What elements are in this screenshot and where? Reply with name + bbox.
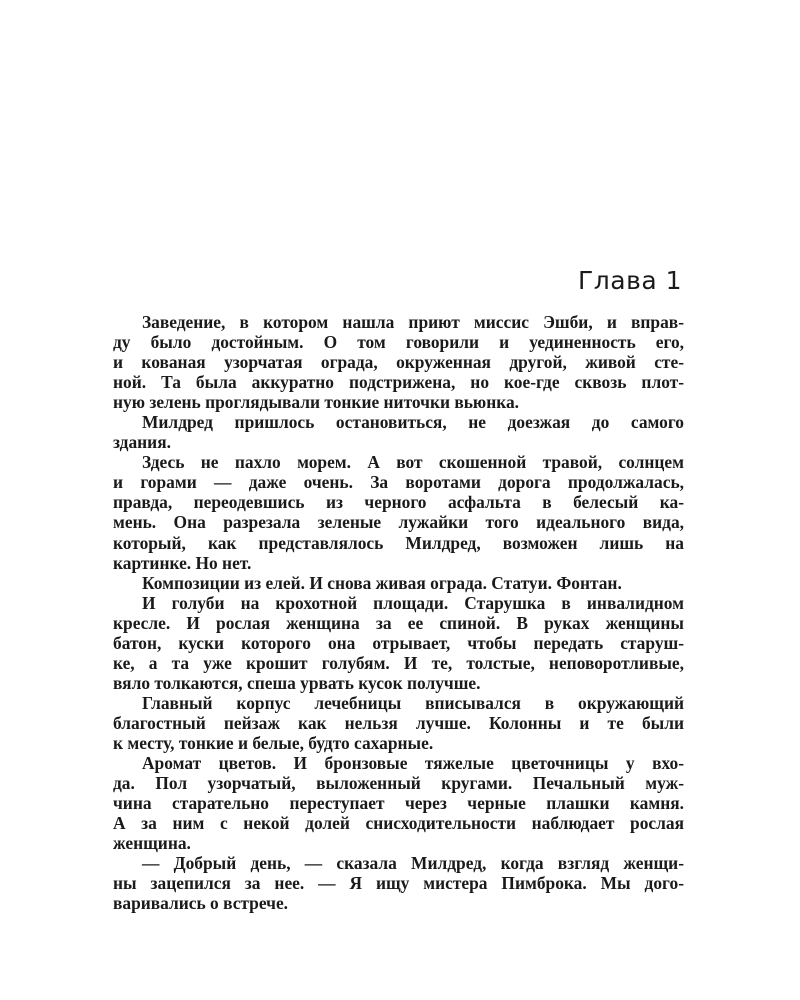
- text-line: вяло толкаются, спеша урвать кусок получше.: [113, 672, 481, 693]
- paragraph: [113, 853, 684, 913]
- text-line: и кованая узорчатая ограда, окруженная другой, живой сте-: [113, 352, 684, 373]
- chapter-title: Глава 1: [578, 266, 682, 295]
- paragraph: [113, 753, 684, 853]
- text-line: — Добрый день, — сказала Милдред, когда взгляд женщи-: [142, 853, 684, 874]
- paragraph: [113, 693, 684, 753]
- paragraph: [113, 312, 684, 412]
- paragraph: [113, 573, 684, 593]
- text-line: Заведение, в котором нашла приют миссис Эшби, и вправ-: [142, 312, 684, 332]
- paragraph: [113, 593, 684, 693]
- chapter-body: [113, 312, 684, 913]
- text-line: здания.: [113, 432, 171, 453]
- text-line: А за ним с некой долей снисходительности наблюдает рослая: [113, 813, 684, 834]
- text-line: который, как представлялось Милдред, возможен лишь на: [113, 532, 684, 553]
- text-line: кресле. И рослая женщина за ее спиной. В руках женщины: [113, 612, 684, 633]
- text-line: женщина.: [113, 833, 191, 854]
- text-line: и горами — даже очень. За воротами дорога продолжалась,: [113, 472, 684, 493]
- text-line: ную зелень проглядывали тонкие ниточки вьюнка.: [113, 392, 520, 413]
- text-line: да. Пол узорчатый, выложенный кругами. Печальный муж-: [113, 773, 684, 794]
- text-line: Аромат цветов. И бронзовые тяжелые цветочницы у вхо-: [142, 753, 684, 774]
- text-line: ду было достойным. О том говорили и уединенность его,: [113, 332, 684, 353]
- text-line: батон, куски которого она отрывает, чтобы передать старуш-: [113, 632, 684, 653]
- text-line: И голуби на крохотной площади. Старушка в инвалидном: [142, 592, 684, 613]
- paragraph: [113, 412, 684, 452]
- text-line: варивались о встрече.: [113, 893, 289, 914]
- text-line: ны зацепился за нее. — Я ищу мистера Пимброка. Мы дого-: [113, 873, 684, 894]
- text-line: благостный пейзаж как нельзя лучше. Колонны и те были: [113, 712, 684, 733]
- text-line: ной. Та была аккуратно подстрижена, но кое-где сквозь плот-: [113, 372, 684, 393]
- text-line: Здесь не пахло морем. А вот скошенной травой, солнцем: [142, 452, 684, 473]
- text-line: Композиции из елей. И снова живая ограда. Статуи. Фонтан.: [142, 572, 622, 593]
- text-line: ке, а та уже крошит голубям. И те, толстые, неповоротливые,: [113, 652, 684, 673]
- text-line: Главный корпус лечебницы вписывался в окружающий: [142, 692, 684, 713]
- text-line: Милдред пришлось остановиться, не доезжая до самого: [142, 412, 684, 433]
- text-line: правда, переодевшись из черного асфальта в белесый ка-: [113, 492, 684, 513]
- text-line: к месту, тонкие и белые, будто сахарные.: [113, 732, 434, 753]
- paragraph: [113, 452, 684, 572]
- text-line: картинке. Но нет.: [113, 552, 252, 573]
- text-line: мень. Она разрезала зеленые лужайки того идеального вида,: [113, 512, 684, 533]
- text-line: чина старательно переступает через черные плашки камня.: [113, 793, 684, 814]
